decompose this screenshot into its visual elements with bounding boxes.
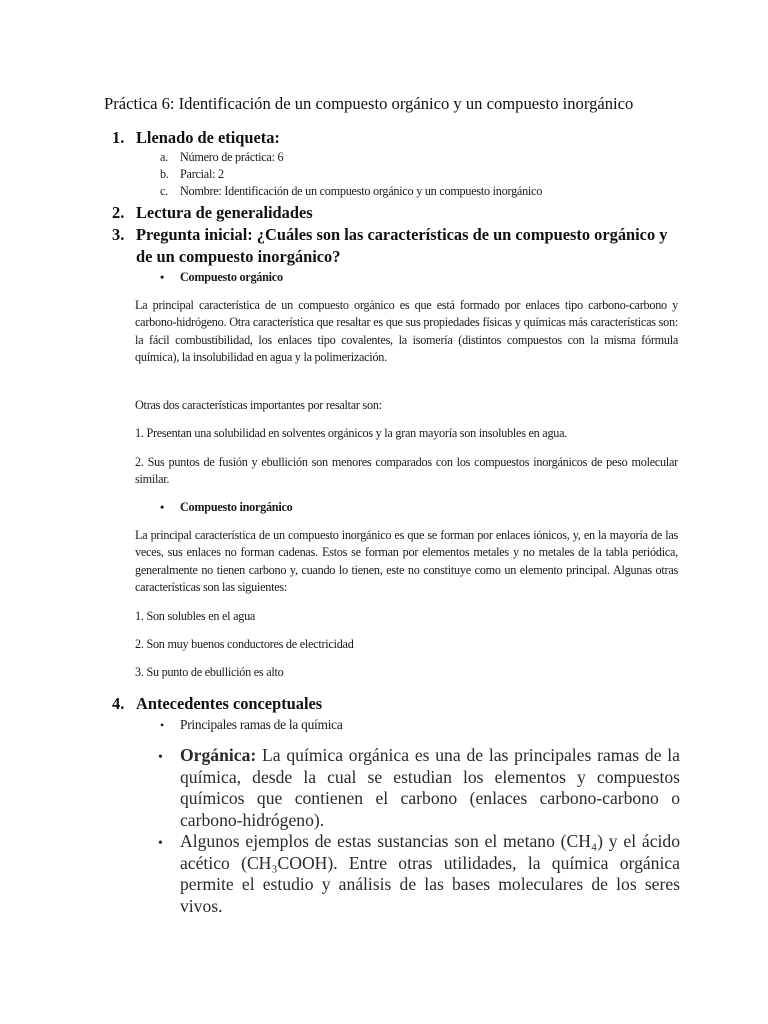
organic-point-2: 2. Sus puntos de fusión y ebullición son menores comparados con los compuestos inorgánicos de peso molecular similar.	[135, 455, 678, 487]
organic-paragraph: La principal característica de un compuesto orgánico es que está formado por enlaces tipo carbono-carbono y carbono-hidrógeno. Otra característica que resaltar es que sus propiedades físicas y químicas más características son: la fácil combustibilidad, los enlaces tipo covalentes, la isomería (distintos compuestos con la misma fórmula química), la insolubilidad en agua y la polimerización.	[135, 298, 678, 364]
list-text: Parcial: 2	[180, 167, 224, 181]
section-number: 4.	[112, 694, 125, 713]
list-item	[160, 184, 542, 199]
section-2-heading	[112, 203, 313, 223]
organic-intro: Otras dos características importantes por resaltar son:	[135, 398, 382, 412]
list-letter: a.	[160, 150, 168, 164]
organic-point-1: 1. Presentan una solubilidad en solventes orgánicos y la gran mayoría son insolubles en agua.	[135, 426, 568, 440]
bullet-icon: •	[160, 718, 164, 732]
list-item	[160, 167, 224, 182]
ejemplos-paragraph: Algunos ejemplos de estas sustancias son el metano (CH₄) y el ácido acético (CH₃COOH). Entre otras utilidades, la química orgánica permite el estudio y análisis de las bases moleculares de los seres vivos.	[180, 831, 680, 916]
inorganic-point-1: 1. Son solubles en el agua	[135, 609, 256, 623]
organica-paragraph	[180, 745, 680, 831]
section-number: 2.	[112, 203, 125, 222]
list-letter: c.	[160, 184, 168, 198]
section-label: Lectura de generalidades	[136, 203, 313, 222]
section-label: Antecedentes conceptuales	[136, 694, 323, 713]
list-letter: b.	[160, 167, 169, 181]
section-label: Pregunta inicial: ¿Cuáles son las características de un compuesto orgánico y	[136, 225, 668, 244]
list-text: Nombre: Identificación de un compuesto orgánico y un compuesto inorgánico	[180, 184, 543, 198]
page-title: Práctica 6: Identificación de un compuesto orgánico y un compuesto inorgánico	[104, 94, 634, 113]
branches-bullet	[160, 717, 343, 733]
bullet-icon: •	[160, 500, 164, 514]
section-3-heading	[112, 225, 667, 245]
section-label: Llenado de etiqueta:	[136, 128, 280, 147]
list-item	[160, 150, 283, 165]
inorganic-point-2: 2. Son muy buenos conductores de electricidad	[135, 637, 354, 651]
inorganic-point-3: 3. Su punto de ebullición es alto	[135, 665, 284, 679]
organica-label: Orgánica:	[180, 745, 257, 765]
organic-heading	[160, 270, 283, 285]
section-1-heading	[112, 128, 280, 148]
bullet-icon: •	[158, 836, 163, 851]
section-3-heading-line2: de un compuesto inorgánico?	[136, 247, 341, 266]
bullet-icon: •	[158, 750, 163, 765]
list-text: Número de práctica: 6	[180, 150, 284, 164]
organica-text: La química orgánica es una de las principales ramas de la química, desde la cual se estudian los elementos y compuestos químicos que contienen el carbono (enlaces carbono-carbono o carbono-hidrógeno).	[180, 745, 680, 830]
section-number: 1.	[112, 128, 125, 147]
bullet-icon: •	[160, 270, 164, 284]
inorganic-paragraph: La principal característica de un compuesto inorgánico es que se forman por enlaces iónicos, y, en la mayoría de las veces, sus enlaces no forman cadenas. Estos se forman por elementos metales y no metales de la tabla periódica, generalmente no tienen carbono y, cuando lo tienen, este no constituye como un elemento principal. Algunas otras características son las siguientes:	[135, 528, 678, 594]
section-number: 3.	[112, 225, 125, 244]
branches-text: Principales ramas de la química	[180, 717, 343, 732]
inorganic-heading-text: Compuesto inorgánico	[180, 500, 293, 514]
organic-heading-text: Compuesto orgánico	[180, 270, 283, 284]
inorganic-heading	[160, 500, 292, 515]
section-4-heading	[112, 694, 322, 714]
